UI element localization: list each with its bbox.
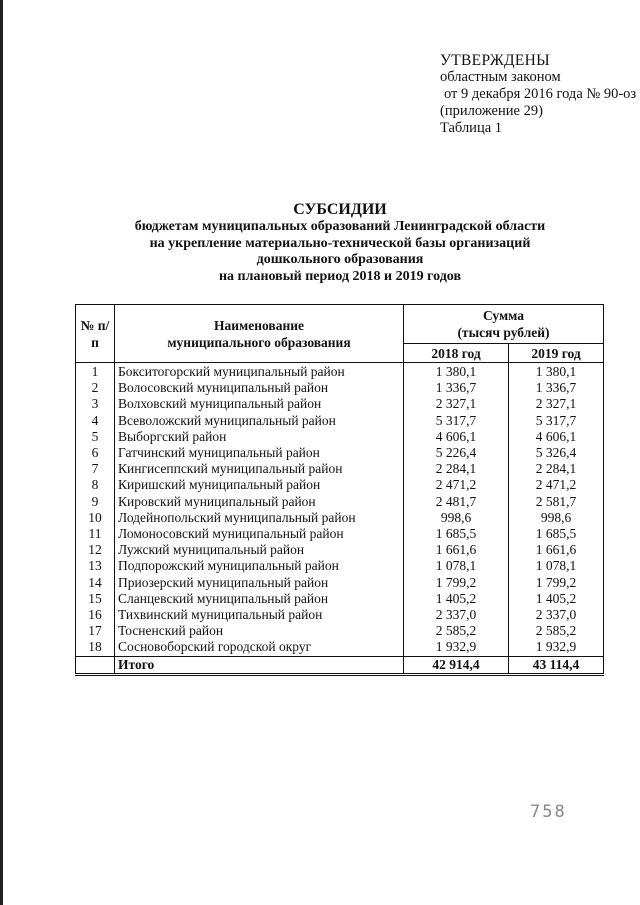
row-name: Всеволожский муниципальный район [115, 413, 404, 429]
row-value-2019: 4 606,1 [509, 429, 604, 445]
page-number-stamp: 758 [530, 802, 567, 822]
row-value-2019: 2 337,0 [509, 607, 604, 623]
row-value-2018: 4 606,1 [404, 429, 509, 445]
row-name: Кировский муниципальный район [115, 494, 404, 510]
table-row [76, 445, 604, 461]
row-name: Ломоносовский муниципальный район [115, 526, 404, 542]
page-edge [0, 0, 3, 905]
row-name: Тихвинский муниципальный район [115, 607, 404, 623]
header-sum [404, 305, 604, 344]
approval-line-2: областным законом [440, 69, 561, 85]
row-num: 4 [76, 413, 115, 429]
table-row [76, 542, 604, 558]
header-name-line-1: Наименование [214, 317, 304, 333]
approval-line-4: (приложение 29) [440, 103, 543, 119]
row-num: 3 [76, 396, 115, 412]
row-name: Гатчинский муниципальный район [115, 445, 404, 461]
table-row [76, 494, 604, 510]
header-sum-line-2: (тысяч рублей) [457, 325, 550, 340]
table-body [76, 363, 604, 675]
row-value-2018: 2 471,2 [404, 477, 509, 493]
table-row [76, 429, 604, 445]
approval-block [440, 52, 636, 137]
header-num: № п/п [76, 305, 115, 363]
table-row [76, 363, 604, 381]
row-value-2019: 1 078,1 [509, 558, 604, 574]
row-name: Бокситогорский муниципальный район [115, 363, 404, 381]
row-num: 16 [76, 607, 115, 623]
row-name: Приозерский муниципальный район [115, 575, 404, 591]
row-value-2019: 1 405,2 [509, 591, 604, 607]
row-num: 7 [76, 461, 115, 477]
header-name [115, 305, 404, 363]
row-name: Волховский муниципальный район [115, 396, 404, 412]
total-row [76, 656, 604, 674]
row-name: Выборгский район [115, 429, 404, 445]
header-year-2019: 2019 год [509, 344, 604, 363]
row-value-2018: 998,6 [404, 510, 509, 526]
row-num: 17 [76, 623, 115, 639]
title-sub-2: на укрепление материально-технической базы организаций [149, 235, 531, 251]
header-year-2018: 2018 год [404, 344, 509, 363]
row-value-2018: 5 317,7 [404, 413, 509, 429]
row-num: 14 [76, 575, 115, 591]
document-title [70, 200, 610, 285]
table-row [76, 510, 604, 526]
row-value-2018: 1 078,1 [404, 558, 509, 574]
approval-line-5: Таблица 1 [440, 120, 503, 136]
row-value-2019: 2 581,7 [509, 494, 604, 510]
row-num: 5 [76, 429, 115, 445]
table-row [76, 461, 604, 477]
row-num: 13 [76, 558, 115, 574]
row-num: 2 [76, 380, 115, 396]
row-value-2018: 1 932,9 [404, 639, 509, 656]
table-row [76, 413, 604, 429]
title-main: СУБСИДИИ [293, 201, 387, 218]
total-2019: 43 114,4 [509, 656, 604, 674]
table-row [76, 380, 604, 396]
subsidies-table [75, 304, 604, 676]
table-row [76, 591, 604, 607]
approval-line-3: от 9 декабря 2016 года № 90-оз [444, 86, 637, 102]
row-value-2019: 2 327,1 [509, 396, 604, 412]
approval-line-1: УТВЕРЖДЕНЫ [440, 52, 550, 69]
row-num: 18 [76, 639, 115, 656]
row-value-2019: 1 661,6 [509, 542, 604, 558]
row-name: Волосовский муниципальный район [115, 380, 404, 396]
row-name: Лужский муниципальный район [115, 542, 404, 558]
row-name: Сланцевский муниципальный район [115, 591, 404, 607]
table-row [76, 639, 604, 656]
row-num: 8 [76, 477, 115, 493]
row-name: Тосненский район [115, 623, 404, 639]
row-value-2019: 5 326,4 [509, 445, 604, 461]
total-2018: 42 914,4 [404, 656, 509, 674]
row-value-2018: 2 327,1 [404, 396, 509, 412]
table-row [76, 607, 604, 623]
title-sub-4: на плановый период 2018 и 2019 годов [218, 268, 462, 284]
total-label: Итого [115, 656, 404, 674]
row-num: 15 [76, 591, 115, 607]
row-value-2019: 1 336,7 [509, 380, 604, 396]
row-value-2018: 2 585,2 [404, 623, 509, 639]
row-value-2019: 5 317,7 [509, 413, 604, 429]
total-num-cell [76, 656, 115, 674]
row-value-2018: 1 405,2 [404, 591, 509, 607]
row-name: Сосновоборский городской округ [115, 639, 404, 656]
table-row [76, 558, 604, 574]
row-value-2019: 2 284,1 [509, 461, 604, 477]
row-value-2018: 1 336,7 [404, 380, 509, 396]
row-name: Подпорожский муниципальный район [115, 558, 404, 574]
table-row [76, 477, 604, 493]
header-sum-line-1: Сумма [482, 308, 525, 323]
row-value-2018: 1 380,1 [404, 363, 509, 381]
row-value-2019: 998,6 [509, 510, 604, 526]
header-name-line-2: муниципального образования [167, 334, 351, 350]
row-num: 11 [76, 526, 115, 542]
row-num: 6 [76, 445, 115, 461]
row-value-2019: 1 685,5 [509, 526, 604, 542]
table-row [76, 526, 604, 542]
row-num: 10 [76, 510, 115, 526]
row-value-2018: 2 284,1 [404, 461, 509, 477]
table-row [76, 575, 604, 591]
row-value-2018: 1 685,5 [404, 526, 509, 542]
title-sub-1: бюджетам муниципальных образований Ленинградской области [134, 219, 546, 234]
title-sub-3: дошкольного образования [256, 252, 424, 267]
row-value-2018: 1 661,6 [404, 542, 509, 558]
row-name: Лодейнопольский муниципальный район [115, 510, 404, 526]
row-name: Киришский муниципальный район [115, 477, 404, 493]
row-value-2019: 2 471,2 [509, 477, 604, 493]
row-value-2018: 2 337,0 [404, 607, 509, 623]
table-row [76, 623, 604, 639]
row-value-2019: 1 380,1 [509, 363, 604, 381]
row-num: 9 [76, 494, 115, 510]
row-num: 1 [76, 363, 115, 381]
row-value-2018: 2 481,7 [404, 494, 509, 510]
row-value-2018: 1 799,2 [404, 575, 509, 591]
row-name: Кингисеппский муниципальный район [115, 461, 404, 477]
row-value-2019: 2 585,2 [509, 623, 604, 639]
row-num: 12 [76, 542, 115, 558]
row-value-2019: 1 932,9 [509, 639, 604, 656]
row-value-2018: 5 226,4 [404, 445, 509, 461]
row-value-2019: 1 799,2 [509, 575, 604, 591]
table-row [76, 396, 604, 412]
